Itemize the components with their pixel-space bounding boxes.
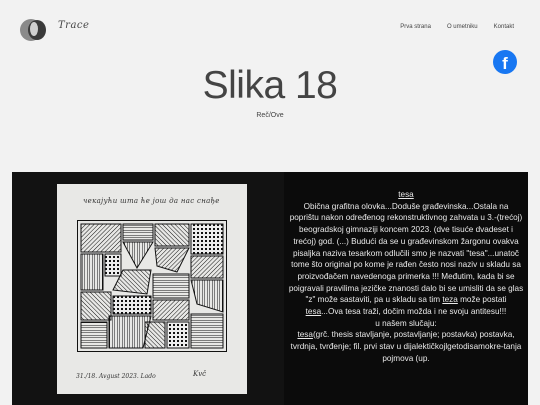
nav-home[interactable]: Prva strana: [400, 24, 431, 30]
nav-about[interactable]: O umetniku: [446, 24, 478, 30]
text-paragraph-2-tail: ...Ova tesa traži, dočim možda i ne svoju antitesu!!!: [321, 307, 507, 317]
artwork-footer: 31./18. Avgust 2023. Lado: [76, 373, 156, 380]
tesa-link[interactable]: tesa: [305, 307, 322, 317]
page-title: Slika 18: [202, 64, 338, 107]
text-paragraph-1-tail: može postati: [457, 295, 507, 305]
artwork-drawing: [77, 220, 227, 352]
site-header: [0, 0, 540, 60]
description-text: [284, 172, 528, 405]
artwork-signature: Kvč: [193, 370, 207, 378]
text-paragraph-3: u našem slučaju:: [375, 318, 437, 328]
artwork-image[interactable]: [57, 184, 247, 394]
page-subtitle: Reč/Ove: [256, 112, 284, 119]
tesa-definition-link[interactable]: tesa: [297, 330, 313, 340]
facebook-glyph: f: [502, 54, 508, 73]
artwork-caption: чекајући шта ће још да нас снађе: [83, 197, 220, 205]
nav-contact[interactable]: Kontakt: [493, 24, 514, 30]
logo-icon[interactable]: [19, 17, 49, 43]
text-paragraph-1: Obična grafitna olovka...Doduše građevinska...Ostala na poprištu nakon određenog rekonstruktivnog zahvata u 3.-(trećoj) beogradskoj gimnaziji koncem 2023. (dve tisuće dvadeset i trećoj) god. (...) Budući da se u građevinskom žargonu ovakva pisaljka naziva tesarkom odlučili smo je nazvati "tesa"...unatoč tome što original po kome je rađen često nosi naziv u skladu sa proizvođačem navedenoga primerka !!! Međutim, kada bi se poigravali pravilima jezičke znanosti dalo bi se umisliti da se glas "z" može sastaviti, pa u skladu sa tim: [288, 201, 524, 305]
content-block: [12, 172, 528, 405]
artwork-panel: [12, 172, 284, 405]
teza-link[interactable]: teza: [442, 295, 458, 305]
text-paragraph-4: (grč. thesis stavljanje, postavljanje; postavka) postavka, tvrdnja, tvrđenje; fil. prvi stav u dijalektičkojlgetodisamokre-tanja pojmova (up.: [290, 330, 522, 363]
logo-signature[interactable]: Trace: [58, 20, 90, 31]
main-nav: [400, 24, 514, 30]
text-heading-link[interactable]: tesa: [398, 190, 414, 199]
